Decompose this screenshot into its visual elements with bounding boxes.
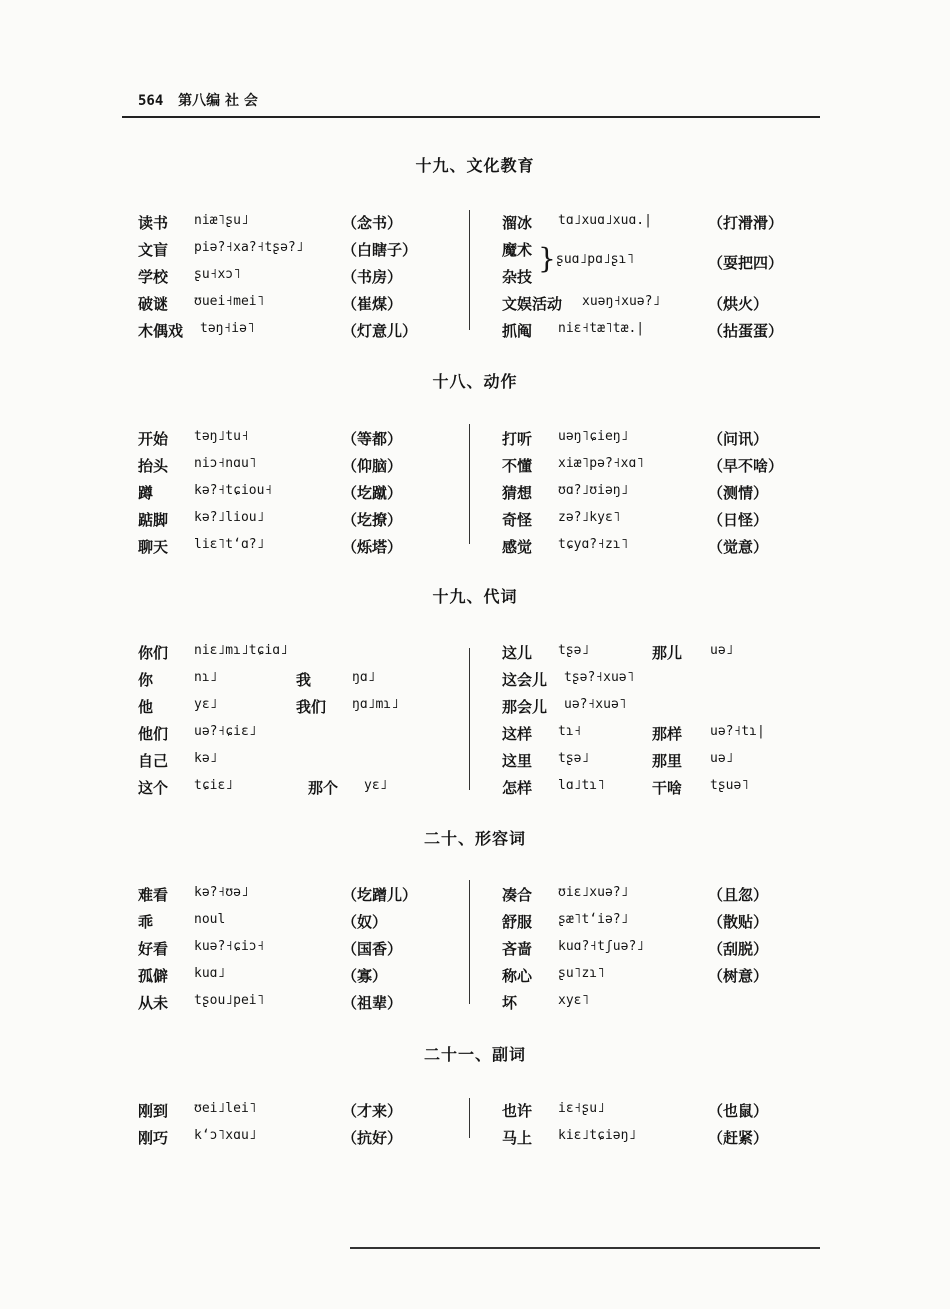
entry-word: 也许 (502, 1102, 533, 1120)
entry-word: 文盲 (138, 241, 169, 259)
entry-word: 溜冰 (502, 214, 533, 232)
entry-word: 孤僻 (138, 967, 169, 985)
glossary-entry (138, 212, 438, 236)
entry-pronunciation-2: uə˩ (710, 643, 734, 658)
glossary-entry (138, 239, 438, 263)
entry-pronunciation-2: uə˩ (710, 751, 734, 766)
entry-pronunciation: xiæ˥pə?˧xɑ˥ (558, 456, 645, 471)
entry-pronunciation: təŋ˧iə˥ (200, 321, 255, 336)
entry-explanation: （圪撩） (342, 511, 403, 529)
entry-explanation: （耍把四） (708, 254, 784, 272)
entry-pronunciation: noul (194, 912, 226, 927)
entry-word: 这会儿 (502, 671, 548, 689)
glossary-entry (502, 482, 802, 506)
entry-pronunciation: uə?˧xuə˥ (564, 697, 627, 712)
entry-word: 这儿 (502, 644, 533, 662)
column-divider (469, 1098, 470, 1138)
entry-explanation: （国香） (342, 940, 403, 958)
entry-pronunciation: kiɛ˩tɕiəŋ˩ (558, 1128, 637, 1143)
entry-explanation: （也鼠） (708, 1102, 769, 1120)
section-title: 二十、形容词 (423, 829, 526, 848)
entry-pronunciation-2: uə?˧tɿ| (710, 724, 765, 739)
entry-word: 那会儿 (502, 698, 548, 716)
entry-word-2: 我们 (296, 698, 327, 716)
glossary-entry (138, 509, 438, 533)
glossary-entry (502, 509, 802, 533)
glossary-entry (502, 750, 802, 774)
entry-pronunciation: uəŋ˥ɕieŋ˩ (558, 429, 629, 444)
entry-pronunciation: tʂou˩pei˥ (194, 993, 265, 1008)
entry-word: 你们 (138, 644, 169, 662)
entry-word: 怎样 (502, 779, 533, 797)
entry-explanation: （且忽） (708, 886, 769, 904)
entry-word: 聊天 (138, 538, 169, 556)
glossary-entry (502, 212, 802, 236)
entry-explanation: （书房） (342, 268, 403, 286)
entry-word: 称心 (502, 967, 533, 985)
entry-pronunciation: xyɛ˥ (558, 993, 590, 1008)
entry-explanation: （奴） (342, 913, 388, 931)
entry-pronunciation: kʻɔ˥xɑu˩ (194, 1128, 257, 1143)
entry-pronunciation: niɔ˧nɑu˥ (194, 456, 257, 471)
glossary-entry (138, 1100, 438, 1124)
entry-pronunciation: tʂə?˧xuə˥ (564, 670, 635, 685)
entry-pronunciation: lɑ˩tɿ˥ (558, 778, 605, 793)
entry-word: 这里 (502, 752, 533, 770)
entry-pronunciation: kuɑ?˧tʃuə?˩ (558, 939, 645, 954)
entry-pronunciation: ʂæ˥tʻiə?˩ (558, 912, 629, 927)
entry-pronunciation-2: ŋɑ˩mɿ˩ (352, 697, 399, 712)
glossary-entry (138, 696, 438, 720)
page-number: 564 (138, 93, 164, 109)
entry-pronunciation: yɛ˩ (194, 697, 218, 712)
entry-explanation: （寡） (342, 967, 388, 985)
entry-word: 猜想 (502, 484, 533, 502)
glossary-entry (138, 455, 438, 479)
entry-pronunciation: nɿ˩ (194, 670, 218, 685)
glossary-entry (502, 696, 802, 720)
entry-word: 自己 (138, 752, 169, 770)
entry-explanation: （等都） (342, 430, 403, 448)
glossary-entry (138, 266, 438, 290)
glossary-entry (502, 455, 802, 479)
entry-word: 文娱活动 (502, 295, 563, 313)
entry-pronunciation: kə?˧tɕiou˧ (194, 483, 273, 498)
entry-word: 木偶戏 (138, 322, 184, 340)
glossary-entry (138, 938, 438, 962)
glossary-entry (138, 669, 438, 693)
entry-pronunciation-2: yɛ˩ (364, 778, 388, 793)
entry-explanation: （才来） (342, 1102, 403, 1120)
entry-word: 好看 (138, 940, 169, 958)
entry-word: 破谜 (138, 295, 169, 313)
entry-word: 你 (138, 671, 154, 689)
entry-pronunciation: piə?˧xa?˧tʂə?˩ (194, 240, 304, 255)
glossary-entry (502, 669, 802, 693)
entry-pronunciation: kə?˧ʊə˩ (194, 885, 249, 900)
entry-pronunciation: kə˩ (194, 751, 218, 766)
glossary-entry (502, 777, 802, 801)
entry-word: 难看 (138, 886, 169, 904)
column-divider (469, 424, 470, 544)
glossary-entry (138, 777, 438, 801)
entry-word-2: 我 (296, 671, 312, 689)
glossary-entry (138, 884, 438, 908)
entry-pronunciation: təŋ˩tu˧ (194, 429, 249, 444)
entry-explanation: （日怪） (708, 511, 769, 529)
section-title: 十九、文化教育 (415, 156, 535, 175)
entry-pronunciation: tɕyɑ?˧zɿ˥ (558, 537, 629, 552)
entry-pronunciation: niɛ˧tæ˥tæ.| (558, 321, 645, 336)
entry-pronunciation: kuɑ˩ (194, 966, 226, 981)
entry-word: 奇怪 (502, 511, 533, 529)
entry-pronunciation: niɛ˩mɿ˩tɕiɑ˩ (194, 643, 288, 658)
entry-pronunciation: ʂu˧xɔ˥ (194, 267, 241, 282)
entry-word-2: 那儿 (652, 644, 683, 662)
glossary-entry (138, 428, 438, 452)
entry-pronunciation: kə?˩liou˩ (194, 510, 265, 525)
entry-word: 他们 (138, 725, 169, 743)
entry-pronunciation: ʊiɛ˩xuə?˩ (558, 885, 629, 900)
glossary-entry (502, 642, 802, 666)
entry-word: 抓阄 (502, 322, 533, 340)
entry-explanation: （念书） (342, 214, 403, 232)
entry-pronunciation: iɛ˧ʂu˩ (558, 1101, 605, 1116)
entry-explanation: （抗好） (342, 1129, 403, 1147)
glossary-entry (138, 536, 438, 560)
glossary-entry (502, 911, 802, 935)
entry-explanation: （赶紧） (708, 1129, 769, 1147)
entry-word: 凑合 (502, 886, 533, 904)
column-divider (469, 648, 470, 790)
entry-word: 读书 (138, 214, 169, 232)
entry-pronunciation: tɑ˩xuɑ˩xuɑ.| (558, 213, 652, 228)
entry-word: 开始 (138, 430, 169, 448)
entry-pronunciation: tʂə˩ (558, 751, 590, 766)
entry-explanation: （测情） (708, 484, 769, 502)
entry-explanation: （打滑滑） (708, 214, 784, 232)
entry-word: 不懂 (502, 457, 533, 475)
column-divider (469, 880, 470, 1004)
entry-word: 抬头 (138, 457, 169, 475)
entry-word: 感觉 (502, 538, 533, 556)
glossary-entry (502, 965, 802, 989)
entry-pronunciation-2: ŋɑ˩ (352, 670, 376, 685)
glossary-entry (138, 750, 438, 774)
glossary-entry (502, 1127, 802, 1151)
entry-pronunciation: zə?˩kyɛ˥ (558, 510, 621, 525)
entry-word: 蹲 (138, 484, 154, 502)
entry-explanation: （早不啥） (708, 457, 784, 475)
glossary-entry (138, 320, 438, 344)
glossary-entry (502, 723, 802, 747)
entry-pronunciation: ʊei˩lei˥ (194, 1101, 257, 1116)
entry-explanation: （崔煤） (342, 295, 403, 313)
part-title: 第八编 社 会 (178, 93, 258, 109)
entry-word: 舒服 (502, 913, 533, 931)
glossary-entry (138, 911, 438, 935)
entry-word: 打听 (502, 430, 533, 448)
entry-word: 这样 (502, 725, 533, 743)
entry-explanation: （刮脱） (708, 940, 769, 958)
column-divider (469, 210, 470, 330)
entry-explanation: （圪蹭儿） (342, 886, 418, 904)
entry-pronunciation: tʂə˩ (558, 643, 590, 658)
entry-pronunciation: tɕiɛ˩ (194, 778, 234, 793)
entry-explanation: （烁塔） (342, 538, 403, 556)
entry-pronunciation-2: tʂuə˥ (710, 778, 750, 793)
glossary-entry (502, 884, 802, 908)
section-title: 二十一、副词 (423, 1045, 526, 1064)
entry-explanation: （白瞎子） (342, 241, 418, 259)
entry-pronunciation: kuə?˧ɕiɔ˧ (194, 939, 265, 954)
glossary-entry (138, 723, 438, 747)
entry-pronunciation: ʊuei˧mei˥ (194, 294, 265, 309)
glossary-entry (502, 239, 802, 275)
glossary-entry (502, 1100, 802, 1124)
entry-word: 他 (138, 698, 154, 716)
entry-word: 刚到 (138, 1102, 169, 1120)
footer-rule (350, 1247, 820, 1249)
entry-word: 这个 (138, 779, 169, 797)
entry-explanation: （觉意） (708, 538, 769, 556)
entry-explanation: （仰脑） (342, 457, 403, 475)
entry-pronunciation: xuəŋ˧xuə?˩ (582, 294, 661, 309)
glossary-entry (502, 293, 802, 317)
entry-explanation: （树意） (708, 967, 769, 985)
entry-pronunciation: ʊɑ?˩ʊiəŋ˩ (558, 483, 629, 498)
entry-word: 坏 (502, 994, 518, 1012)
entry-explanation: （烘火） (708, 295, 769, 313)
entry-word: 魔术 (502, 241, 533, 259)
entry-pronunciation: liɛ˥tʻɑ?˩ (194, 537, 265, 552)
glossary-entry (502, 938, 802, 962)
entry-word: 马上 (502, 1129, 533, 1147)
entry-word: 踮脚 (138, 511, 169, 529)
entry-word-2: 那个 (308, 779, 339, 797)
entry-pronunciation: niæ˥ʂu˩ (194, 213, 249, 228)
entry-explanation: （祖辈） (342, 994, 403, 1012)
entry-word: 刚巧 (138, 1129, 169, 1147)
entry-explanation: （散贴） (708, 913, 769, 931)
entry-word: 吝啬 (502, 940, 533, 958)
brace-mark: } (538, 242, 556, 275)
entry-explanation: （圪蹴） (342, 484, 403, 502)
glossary-entry (138, 1127, 438, 1151)
glossary-entry (502, 428, 802, 452)
glossary-entry (502, 266, 802, 290)
entry-word: 杂技 (502, 268, 533, 286)
glossary-entry (138, 482, 438, 506)
glossary-entry (502, 320, 802, 344)
glossary-entry (138, 992, 438, 1016)
entry-explanation: （灯意儿） (342, 322, 418, 340)
entry-pronunciation: ʂu˥zɿ˥ (558, 966, 605, 981)
entry-explanation: （拈蛋蛋） (708, 322, 784, 340)
glossary-entry (138, 293, 438, 317)
entry-pronunciation: ʂuɑ˩pɑ˩ʂɿ˥ (556, 252, 635, 267)
entry-word: 从未 (138, 994, 169, 1012)
entry-word: 学校 (138, 268, 169, 286)
glossary-entry (502, 992, 802, 1016)
entry-word-2: 那里 (652, 752, 683, 770)
entry-word: 乖 (138, 913, 154, 931)
section-title: 十九、代词 (432, 587, 518, 606)
entry-pronunciation: uə?˧ɕiɛ˩ (194, 724, 257, 739)
entry-word-2: 那样 (652, 725, 683, 743)
glossary-entry (138, 965, 438, 989)
section-title: 十八、动作 (432, 372, 518, 391)
glossary-entry (138, 642, 438, 666)
entry-explanation: （问讯） (708, 430, 769, 448)
header-rule (122, 116, 820, 118)
entry-pronunciation: tɿ˧ (558, 724, 582, 739)
running-header (138, 90, 818, 114)
glossary-entry (502, 536, 802, 560)
entry-word-2: 干啥 (652, 779, 683, 797)
